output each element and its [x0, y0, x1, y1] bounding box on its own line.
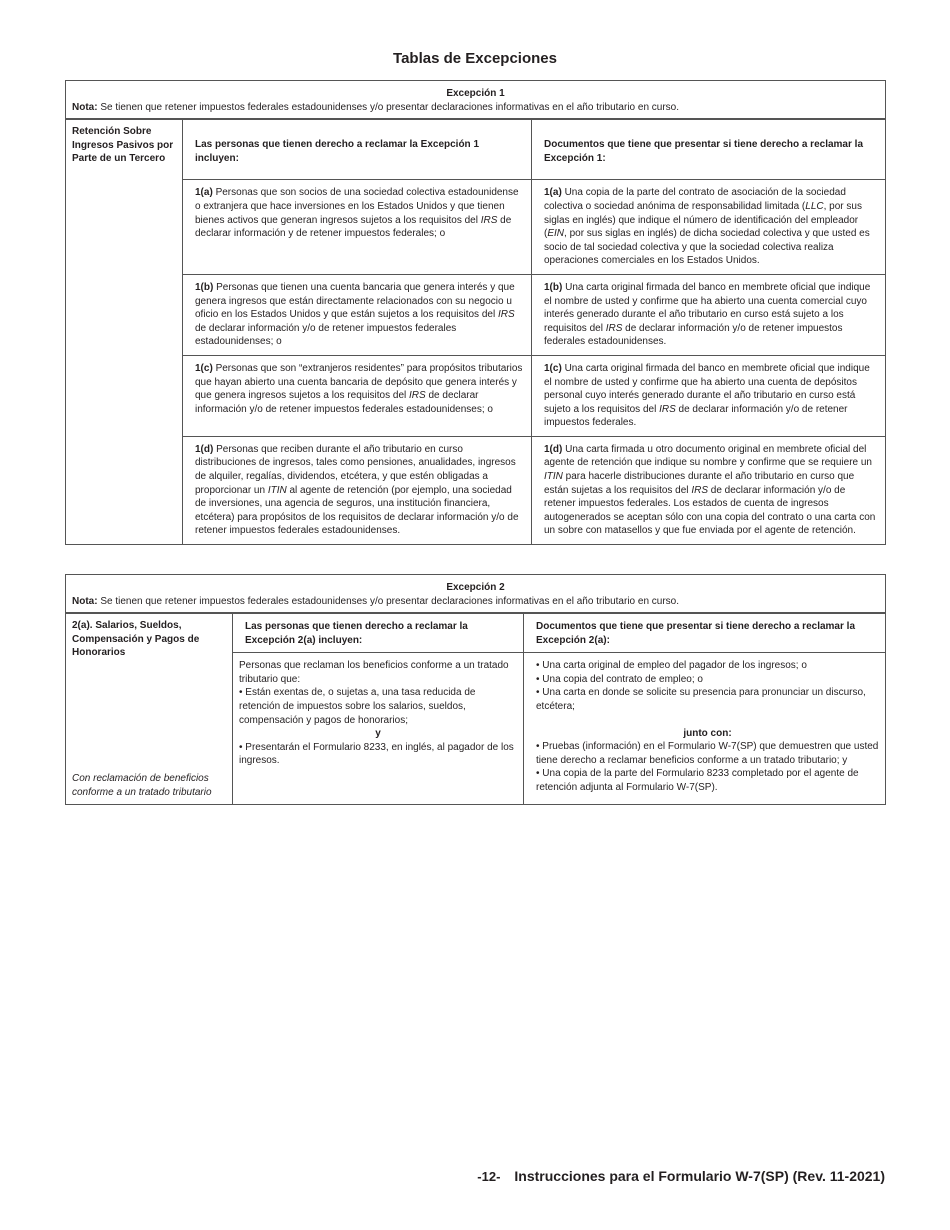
persons-cell-1a: 1(a) Personas que son socios de una sociedad colectiva estadounidense o extranjera que hace inversiones en los Estados Unidos y que tienen bienes activos que generan ingresos sujetos a los requisitos del IRS de declarar información y de retener impuestos federales; o	[183, 180, 532, 275]
documents-cell-1a: 1(a) Una copia de la parte del contrato de asociación de la sociedad colectiva o sociedad anónima de responsabilidad limitada (LLC, por sus siglas en inglés) que indique el número de identificación del empleador (EIN, por sus siglas en inglés) de dicha sociedad colectiva y que usted es socio de tal sociedad colectiva y que la sociedad colectiva realiza operaciones comerciales en los Estados Unidos.	[532, 180, 886, 275]
table-row	[66, 274, 886, 355]
documents-line: • Una carta original de empleo del pagador de los ingresos; o	[536, 660, 807, 672]
table-row	[66, 355, 886, 436]
exception-1-row-header: Retención Sobre Ingresos Pasivos por Parte de un Tercero	[66, 119, 183, 544]
exception-2-note: Nota: Se tienen que retener impuestos federales estadounidenses y/o presentar declaraciones informativas en el año tributario en curso.	[72, 595, 680, 607]
persons-line: • Presentarán el Formulario 8233, en inglés, al pagador de los ingresos.	[239, 741, 514, 767]
exception-1-note: Nota: Se tienen que retener impuestos federales estadounidenses y/o presentar declaraciones informativas en el año tributario en curso.	[72, 101, 680, 113]
exception-2-title: Excepción 2	[446, 582, 505, 593]
exception-1-caption	[66, 81, 886, 120]
documents-cell-2a	[524, 653, 886, 805]
page-number: -12-	[477, 1169, 501, 1184]
page-footer	[477, 1168, 885, 1184]
persons-cell-1d: 1(d) Personas que reciben durante el año tributario en curso distribuciones de ingresos, tales como pensiones, anualidades, ingresos de alquiler, regalías, dividendos, etcétera, y que estén obligadas a proporcionar un ITIN al agente de retención (por ejemplo, una sociedad de inversiones, una agencia de seguros, una institución financiera, etcétera) para propósitos de los requisitos de declarar información y/o de retener impuestos federales estadounidenses.	[183, 436, 532, 544]
documents-conjunction: junto con:	[683, 727, 732, 739]
exception-2-row-header	[66, 613, 233, 804]
documents-cell-1d: 1(d) Una carta firmada u otro documento original en membrete oficial del agente de retención que indique su nombre y confirme que se requiere un ITIN para hacerle distribuciones durante el año tributario en curso que están sujetas a los requisitos del IRS de declarar información y/o de retener impuestos federales. Los estados de cuenta de ingresos autogenerados se aceptan sólo con una copia del contrato o una carta con un sobre con matasellos y que fue enviada por el agente de retención.	[532, 436, 886, 544]
documents-cell-1c: 1(c) Una carta original firmada del banco en membrete oficial que indique el nombre de usted y confirme que ha abierto una cuenta de depósitos personal cuyo interés generado durante el año tributario en curso está sujeto a los requisitos del IRS de declarar información y/o de retener impuestos federales.	[532, 355, 886, 436]
exception-2-caption	[66, 575, 886, 614]
exception-1-title: Excepción 1	[446, 88, 505, 99]
exception-1-column-persons: Las personas que tienen derecho a reclamar la Excepción 1 incluyen:	[183, 119, 532, 180]
persons-line: • Están exentas de, o sujetas a, una tasa reducida de retención de impuestos sobre los salarios, sueldos, compensación y pagos de honorarios;	[239, 687, 476, 726]
documents-line: • Una carta en donde se solicite su presencia para pronunciar un discurso, etcétera;	[536, 687, 866, 713]
exception-2-table	[65, 574, 886, 805]
persons-cell-2a	[233, 653, 524, 805]
page-title: Tablas de Excepciones	[393, 50, 557, 67]
exception-2-row-subtitle: Con reclamación de beneficios conforme a un tratado tributario	[72, 772, 212, 798]
exception-1-table	[65, 80, 886, 545]
documents-cell-1b: 1(b) Una carta original firmada del banco en membrete oficial que indique el nombre de usted y confirme que ha abierto una cuenta comercial cuyo interés generado durante el año tributario en curso está sujeto a los requisitos del IRS de declarar información y/o de retener impuestos federales estadounidenses.	[532, 274, 886, 355]
persons-line: Personas que reclaman los beneficios conforme a un tratado tributario que:	[239, 660, 509, 685]
persons-cell-1b: 1(b) Personas que tienen una cuenta bancaria que genera interés y que genera ingresos que están directamente relacionados con su negocio u oficio en los Estados Unidos y que están sujetos a los requisitos del IRS de declarar información y/o de retener impuestos federales estadounidenses; o	[183, 274, 532, 355]
table-row	[66, 436, 886, 544]
documents-line: • Pruebas (información) en el Formulario W-7(SP) que demuestren que usted tiene derecho a reclamar beneficios conforme a un tratado tributario; y	[536, 741, 879, 766]
exception-2-column-persons: Las personas que tienen derecho a reclamar la Excepción 2(a) incluyen:	[233, 613, 524, 653]
exception-1-column-documents: Documentos que tiene que presentar si tiene derecho a reclamar la Excepción 1:	[532, 119, 886, 180]
documents-line: • Una copia de la parte del Formulario 8233 completado por el agente de retención adjunta al Formulario W-7(SP).	[536, 768, 859, 794]
exception-2-row-title: 2(a). Salarios, Sueldos, Compensación y Pagos de Honorarios	[72, 620, 200, 659]
document-title: Instrucciones para el Formulario W-7(SP) (Rev. 11-2021)	[514, 1168, 885, 1184]
persons-conjunction: y	[375, 728, 381, 740]
table-row	[66, 180, 886, 275]
persons-cell-1c: 1(c) Personas que son “extranjeros residentes” para propósitos tributarios que hayan abierto una cuenta bancaria de depósito que genera interés y que genera ingresos sujetos a los requisitos del IRS de declarar información y/o de retener impuestos federales estadounidenses; o	[183, 355, 532, 436]
documents-line: • Una copia del contrato de empleo; o	[536, 673, 703, 685]
exception-2-column-documents: Documentos que tiene que presentar si tiene derecho a reclamar la Excepción 2(a):	[524, 613, 886, 653]
